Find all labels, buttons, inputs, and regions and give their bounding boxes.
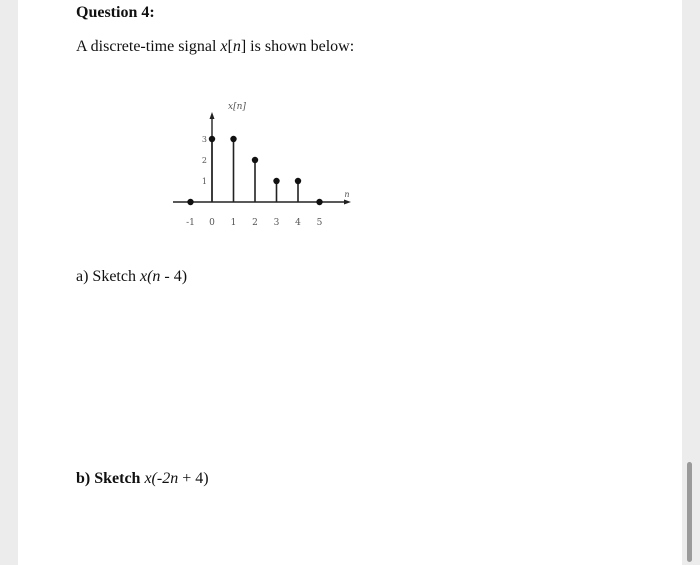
- x-tick-label: 4: [295, 218, 301, 228]
- y-tick-label: 3: [201, 135, 207, 144]
- x-axis-arrow: [344, 200, 351, 205]
- part-a: [76, 268, 187, 286]
- x-axis-label: n: [344, 190, 350, 199]
- stem-marker: [252, 157, 258, 163]
- x-tick-label: 5: [316, 218, 323, 228]
- x-tick-label: -1: [186, 218, 195, 228]
- plot-title: x[n]: [228, 102, 246, 112]
- stem-marker: [230, 136, 236, 142]
- prompt-lead: A discrete-time signal: [76, 38, 221, 55]
- stem-marker: [316, 199, 322, 205]
- scrollbar[interactable]: [687, 462, 692, 562]
- part-b-var: n: [170, 470, 179, 487]
- plot-stems: [187, 136, 322, 205]
- prompt-signal-var: n: [232, 38, 241, 55]
- part-b-rest: + 4): [178, 470, 209, 487]
- part-b-fn: x(-2: [144, 470, 171, 487]
- part-b-label: b) Sketch: [76, 470, 145, 487]
- x-tick-label: 1: [230, 218, 237, 228]
- document-page: [18, 0, 682, 565]
- y-axis-arrow: [210, 112, 215, 119]
- x-tick-label: 0: [209, 218, 215, 228]
- question-prompt: [76, 38, 354, 56]
- part-a-var: n: [152, 268, 161, 285]
- y-tick-label: 1: [201, 177, 207, 186]
- part-a-fn: x(: [139, 268, 153, 285]
- stem-marker: [295, 178, 301, 184]
- x-tick-label: 3: [273, 218, 280, 228]
- plot-axes: [173, 112, 351, 205]
- plot-labels: [186, 102, 349, 228]
- prompt-tail: is shown below:: [246, 38, 355, 55]
- part-b: [76, 470, 209, 488]
- x-tick-label: 2: [252, 218, 258, 228]
- prompt-signal-name: x: [220, 38, 228, 55]
- stem-plot: [158, 98, 378, 238]
- prompt-signal-bracket: [n]: [227, 38, 247, 55]
- stem-marker: [209, 136, 215, 142]
- part-a-rest: - 4): [160, 268, 188, 285]
- question-title: Question 4:: [76, 4, 155, 21]
- part-a-label: a) Sketch: [76, 268, 140, 285]
- y-tick-label: 2: [201, 156, 207, 165]
- stem-marker: [187, 199, 193, 205]
- stem-marker: [273, 178, 279, 184]
